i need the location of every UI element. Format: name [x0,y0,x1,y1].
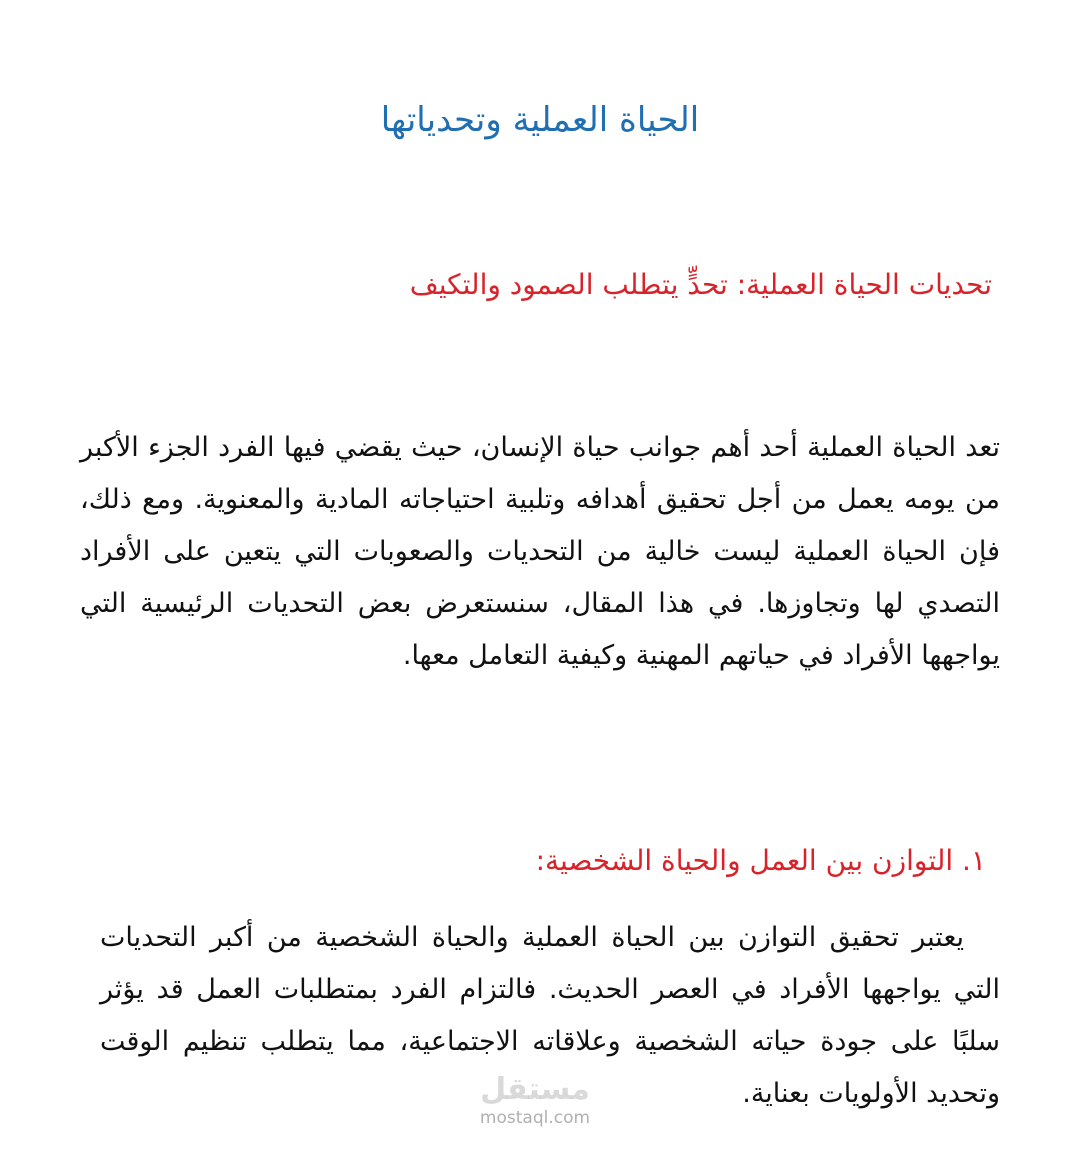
intro-paragraph: تعد الحياة العملية أحد أهم جوانب حياة الإنسان، حيث يقضي فيها الفرد الجزء الأكبر من يومه يعمل من أجل تحقيق أهدافه وتلبية احتياجاته المادية والمعنوية. ومع ذلك، فإن الحياة العملية ليست خالية من التحديات والصعوبات التي يتعين على الأفراد التصدي لها وتجاوزها. في هذا المقال، سنستعرض بعض التحديات الرئيسية التي يواجهها الأفراد في حياتهم المهنية وكيفية التعامل معها. [80,432,1000,671]
watermark-logo: مستقل [480,1072,590,1107]
document-title: الحياة العملية وتحدياتها [380,100,700,140]
document-subtitle: تحديات الحياة العملية: تحدٍّ يتطلب الصمود والتكيف [409,268,992,301]
section-heading-work-life-balance: ١. التوازن بين العمل والحياة الشخصية: [535,844,986,877]
watermark-domain: mostaql.com [479,1108,591,1128]
section-body-work-life-balance: يعتبر تحقيق التوازن بين الحياة العملية والحياة الشخصية من أكبر التحديات التي يواجهها الأفراد في العصر الحديث. فالتزام الفرد بمتطلبات العمل قد يؤثر سلبًا على جودة حياته الشخصية وعلاقاته الاجتماعية، مما يتطلب تنظيم الوقت وتحديد الأولويات بعناية. [100,922,1000,1109]
mostaql-watermark [460,1072,610,1152]
